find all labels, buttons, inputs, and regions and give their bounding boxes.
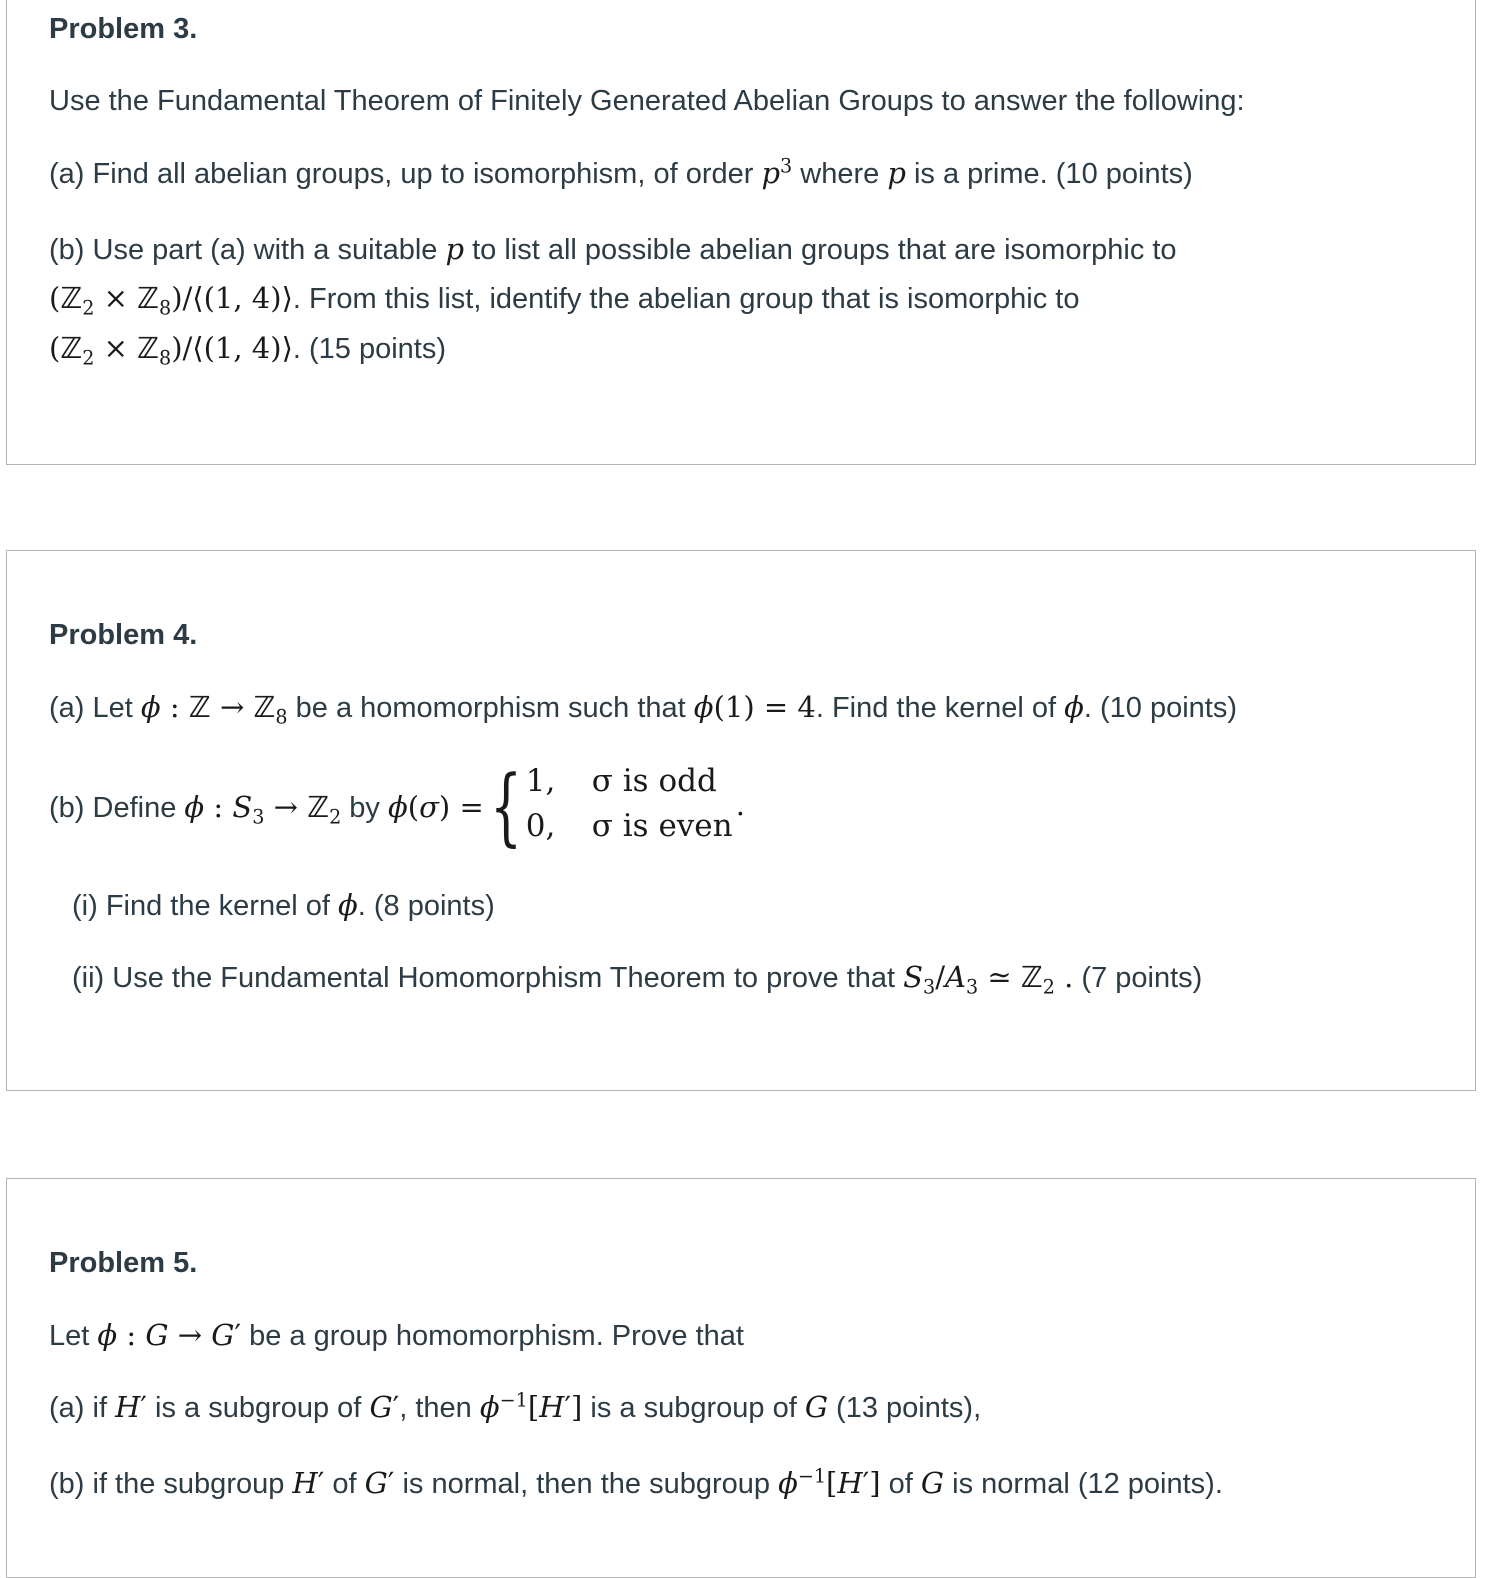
text-segment: is normal, then the subgroup	[394, 1468, 779, 1500]
text-segment: . (10 points)	[1083, 692, 1237, 724]
text-segment: (b) if the subgroup	[49, 1468, 293, 1500]
piecewise-definition	[489, 757, 745, 856]
math-G-prime: G′	[364, 1466, 395, 1500]
text-segment: Let	[49, 1320, 98, 1352]
problem-4-card	[6, 550, 1476, 1091]
problem-3-part-a	[49, 155, 1193, 192]
text-segment: (7 points)	[1073, 962, 1203, 994]
case-condition: σ is even	[591, 808, 733, 845]
text-segment: is a subgroup of	[582, 1392, 805, 1424]
text-segment: (13 points),	[828, 1392, 982, 1424]
math-map: ϕ : ℤ → ℤ$_8$	[140, 690, 288, 729]
problem-3-intro: Use the Fundamental Theorem of Finitely Generated Abelian Groups to answer the following:	[49, 85, 1245, 117]
problem-4-title: Problem 4.	[49, 619, 198, 651]
problem-3-part-b-line-1	[49, 231, 1177, 268]
period: .	[735, 788, 745, 823]
math-preimage: $\phi^{-1}[H']$	[778, 1464, 881, 1500]
text-segment: . (8 points)	[357, 890, 495, 922]
case-value: 0,	[525, 808, 556, 845]
problem-5-title: Problem 5.	[49, 1247, 198, 1279]
text-segment: where	[792, 158, 888, 190]
text-segment: be a group homomorphism. Prove that	[241, 1320, 744, 1352]
math-H-prime: H′	[115, 1390, 147, 1424]
math-phi-sigma: ϕ(σ) =	[388, 790, 484, 824]
text-segment: by	[341, 792, 388, 824]
text-segment: is normal (12 points).	[944, 1468, 1223, 1500]
problem-5-part-b	[49, 1465, 1223, 1502]
text-segment: to list all possible abelian groups that are isomorphic to	[464, 234, 1177, 266]
text-segment: is a prime. (10 points)	[905, 158, 1193, 190]
case-condition: σ is odd	[591, 763, 717, 800]
text-segment: is a subgroup of	[146, 1392, 370, 1424]
math-G: G	[804, 1390, 828, 1424]
math-p: p	[887, 156, 906, 190]
problem-4-part-a	[49, 689, 1237, 729]
text-segment: of	[880, 1468, 921, 1500]
text-segment: . Find the kernel of	[815, 692, 1065, 724]
left-brace: {	[489, 757, 522, 856]
math-quotient-group: (ℤ$_2$ × ℤ$_8$)/⟨(1, 4)⟩	[49, 281, 293, 320]
text-segment: . (15 points)	[292, 333, 447, 365]
math-preimage: $\phi^{-1}[H']$	[479, 1388, 583, 1424]
problem-4-part-b	[49, 757, 745, 856]
problem-5-card	[6, 1178, 1476, 1578]
text-segment: , then	[399, 1392, 480, 1424]
math-phi-1-equals-4: ϕ(1) = 4	[693, 690, 816, 724]
problem-5-part-a	[49, 1389, 981, 1426]
math-H-prime: H′	[292, 1466, 325, 1500]
problem-4-part-b-ii	[72, 959, 1203, 999]
math-G: G	[920, 1466, 945, 1500]
text-segment: be a homomorphism such that	[287, 692, 694, 724]
text-segment: of	[324, 1468, 365, 1500]
math-map: ϕ : $S_3$ → ℤ$_2$	[184, 790, 342, 829]
text-segment: (a) Find all abelian groups, up to isomorphism, of order	[49, 158, 762, 190]
math-map: ϕ : G → G′	[97, 1318, 242, 1352]
text-segment: (b) Define	[49, 792, 185, 824]
math-isomorphism: $S_3/A_3$ ≃ ℤ$_2$ .	[903, 960, 1074, 999]
math-quotient-group: (ℤ$_2$ × ℤ$_8$)/⟨(1, 4)⟩	[49, 331, 293, 370]
text-segment: (i) Find the kernel of	[72, 890, 338, 922]
text-segment: (a) if	[49, 1392, 116, 1424]
math-phi: ϕ	[337, 888, 358, 922]
problem-3-card	[6, 0, 1476, 465]
problem-3-title: Problem 3.	[49, 13, 198, 45]
problem-3-part-b-line-3	[49, 330, 447, 370]
text-segment: (a) Let	[49, 692, 141, 724]
text-segment: (ii) Use the Fundamental Homomorphism Theorem to prove that	[72, 962, 904, 994]
math-phi: ϕ	[1064, 690, 1084, 724]
problem-4-part-b-i	[72, 887, 495, 924]
case-value: 1,	[525, 763, 556, 800]
problem-5-intro	[49, 1317, 744, 1354]
text-segment: (b) Use part (a) with a suitable	[49, 234, 446, 266]
text-segment: . From this list, identify the abelian group that is isomorphic to	[292, 283, 1080, 315]
problem-3-part-b-line-2	[49, 280, 1080, 320]
math-G-prime: G′	[369, 1390, 400, 1424]
math-p: p	[445, 232, 465, 266]
math-p-cubed: $p^3$	[761, 154, 793, 190]
